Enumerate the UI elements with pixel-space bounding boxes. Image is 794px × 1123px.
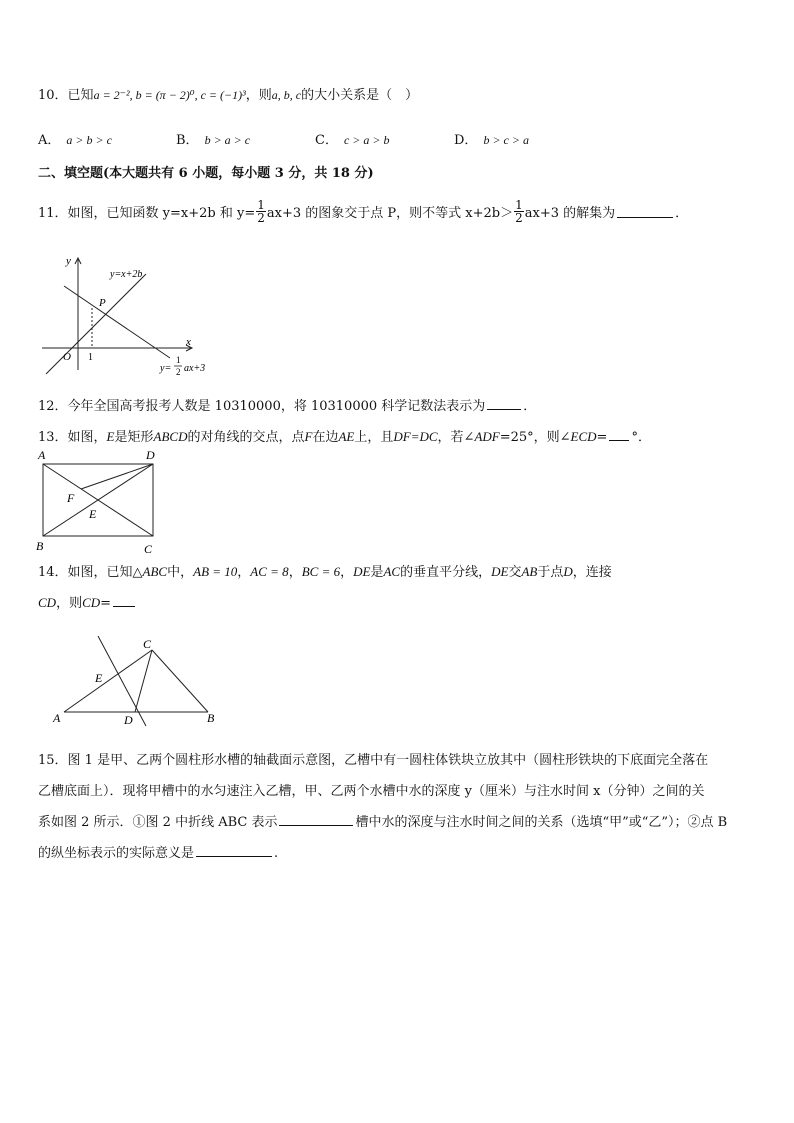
q10-option-d[interactable]: [454, 129, 529, 148]
q14-comma-2: ，: [288, 565, 302, 580]
q13-label-c: C: [144, 542, 153, 556]
q14-text-g: ，连接: [572, 565, 612, 580]
q14-text-f: 于点: [537, 565, 564, 580]
q14-text-i: =: [100, 596, 112, 611]
q13-text-6: ，若∠: [437, 430, 475, 445]
q11-figure: [36, 250, 236, 382]
q10-option-d-text: b > c > a: [483, 133, 529, 147]
q11-line1-label: y=x+2b: [110, 269, 143, 280]
q15-line-4: [38, 842, 278, 861]
q11-line2-den: 2: [176, 367, 181, 377]
q14-label-a: A: [53, 711, 61, 725]
q11-part3: ax+3 的解集为: [524, 205, 616, 221]
q14-answer-blank[interactable]: [113, 594, 135, 607]
q14-var-ab: AB: [521, 564, 538, 579]
q10-option-b-text: b > a > c: [204, 133, 251, 147]
q13-figure: [34, 446, 164, 558]
q13-label-b: B: [36, 539, 44, 553]
q14-figure: [46, 628, 226, 728]
q13-text-3: 的对角线的交点，点: [187, 430, 305, 445]
q14-text-h: ，则: [56, 596, 83, 611]
q14-segment-cd: [135, 650, 152, 712]
q10-number: 10．: [38, 88, 68, 103]
q11-frac2-num: 1: [515, 197, 523, 212]
q14-side-bc: [152, 650, 208, 712]
q14-label-c: C: [143, 637, 152, 651]
q10-option-b[interactable]: [176, 129, 250, 148]
q13-text-8: =: [596, 430, 608, 445]
q11-line-2: [64, 286, 170, 358]
q11-line2-num: 1: [176, 355, 181, 365]
q11-frac1-den: 2: [257, 210, 265, 225]
q15-line-3b: 槽中水的深度与注水时间之间的关系（选填“甲”或“乙”）；②点 B: [355, 815, 728, 830]
q13-label-e: E: [89, 507, 97, 521]
q14-var-cd-2: CD: [82, 595, 101, 610]
q14-text-a: 14．如图，已知△: [38, 565, 143, 580]
q14-comma-1: ，: [237, 565, 251, 580]
q13-text-5: 上，且: [354, 430, 394, 445]
q14-text-d: 的垂直平分线，: [400, 565, 492, 580]
q14-var-d: D: [563, 564, 573, 579]
q11-origin-label: O: [63, 351, 71, 363]
q14-line-1: [38, 561, 612, 580]
q10-option-b-label: B．: [176, 133, 199, 148]
q10-pre: 已知: [67, 88, 94, 103]
q12-answer-blank[interactable]: [487, 397, 521, 410]
q11-part2: ax+3 的图象交于点 P，则不等式 x+2b＞: [266, 205, 514, 221]
q14-var-cd: CD: [38, 595, 57, 610]
q14-text-c: 是: [370, 565, 384, 580]
q10-option-a-label: A．: [38, 133, 61, 148]
q10-option-a-text: a > b > c: [66, 133, 112, 147]
q13-text-1: 13．如图，: [38, 430, 107, 445]
q11-line2-prefix: y=: [160, 363, 172, 374]
q13-var-f: F: [304, 429, 313, 444]
q14-comma-3: ，: [340, 565, 354, 580]
q10-option-a[interactable]: [38, 129, 112, 148]
q15-line-1: 15．图 1 是甲、乙两个圆柱形水槽的轴截面示意图，乙槽中有一圆柱体铁块立放其中（圆柱形铁块的下底面完全落在: [38, 753, 709, 768]
q10-option-c-label: C．: [315, 133, 338, 148]
q10-option-d-label: D．: [454, 133, 478, 148]
q11-tick-label: 1: [88, 352, 93, 363]
q11-line-1: [46, 274, 146, 374]
q12-end: ．: [523, 399, 537, 414]
q11-end: ．: [675, 205, 689, 221]
q15-line-4a: 的纵坐标表示的实际意义是: [38, 846, 195, 861]
q15-line-3: [38, 811, 727, 830]
q10-post: ，则: [245, 88, 272, 103]
q11-frac2-den: 2: [515, 210, 523, 225]
q10-option-c-text: c > a > b: [343, 133, 390, 147]
q11-fraction-2: [514, 199, 524, 224]
q14-label-d: D: [124, 713, 133, 727]
q14-side-ac: [64, 650, 152, 712]
q13-end: °．: [631, 430, 651, 445]
q11-part1: 11．如图，已知函数 y=x+2b 和 y=: [38, 205, 256, 221]
q13-text-4: 在边: [312, 430, 339, 445]
q11-stem: [38, 193, 688, 229]
q11-frac1-num: 1: [257, 197, 265, 212]
q13-segment-df: [81, 464, 153, 489]
q14-label-b: B: [207, 711, 215, 725]
q13-var-abcd: ABCD: [153, 429, 188, 444]
q11-point-p-label: P: [99, 297, 106, 309]
q10-option-c[interactable]: [315, 129, 389, 148]
q14-ac-value: AC = 8: [250, 564, 289, 579]
q13-var-ae: AE: [338, 429, 355, 444]
q15-answer-blank-2[interactable]: [196, 844, 272, 857]
q10-vars: a, b, c: [271, 88, 302, 102]
q14-bc-value: BC = 6: [301, 564, 341, 579]
q14-label-e: E: [95, 671, 103, 685]
q14-text-b: 中，: [167, 565, 194, 580]
q15-line-4b: .: [274, 846, 279, 861]
q14-ab-value: AB = 10: [193, 564, 238, 579]
q13-var-e: E: [106, 429, 115, 444]
q10-expression: a = 2⁻², b = (π − 2)⁰, c = (−1)³: [93, 88, 246, 102]
q10-stem: [38, 84, 418, 103]
q14-var-abc: ABC: [142, 564, 168, 579]
q13-var-adf: ADF: [474, 429, 500, 444]
q15-line-3a: 系如图 2 所示．①图 2 中折线 ABC 表示: [38, 815, 278, 830]
q14-text-e: 交: [508, 565, 522, 580]
q13-label-d: D: [146, 448, 155, 462]
q11-axis-x-label: x: [186, 336, 191, 348]
q12-text: 12．今年全国高考报考人数是 10310000，将 10310000 科学记数法表示为: [38, 399, 486, 414]
q15-answer-blank-1[interactable]: [279, 813, 353, 826]
q13-label-f: F: [67, 491, 75, 505]
q10-tail: 的大小关系是（ ）: [301, 88, 419, 103]
q13-var-ecd: ECD: [570, 429, 597, 444]
q15-line-2: 乙槽底面上）．现将甲槽中的水匀速注入乙槽，甲、乙两个水槽中水的深度 y（厘米）与注水时间 x（分钟）之间的关: [38, 784, 705, 799]
q13-stem: [38, 426, 651, 445]
q12-stem: [38, 395, 536, 414]
q11-line2-suffix: ax+3: [184, 363, 206, 374]
q14-var-de-2: DE: [491, 564, 509, 579]
q14-line-2: [38, 592, 135, 611]
q13-condition: DF=DC: [393, 429, 438, 444]
q11-axis-y-label: y: [66, 255, 71, 267]
q13-text-2: 是矩形: [114, 430, 154, 445]
q13-label-a: A: [38, 448, 46, 462]
section-2-title: 二、填空题(本大题共有 6 小题，每小题 3 分，共 18 分): [38, 166, 374, 181]
q11-fraction-1: [256, 199, 266, 224]
q14-var-ac: AC: [383, 564, 401, 579]
q14-var-de: DE: [353, 564, 371, 579]
q13-text-7: =25°，则∠: [499, 430, 571, 445]
q13-answer-blank[interactable]: [609, 428, 629, 441]
q11-answer-blank[interactable]: [617, 205, 673, 218]
